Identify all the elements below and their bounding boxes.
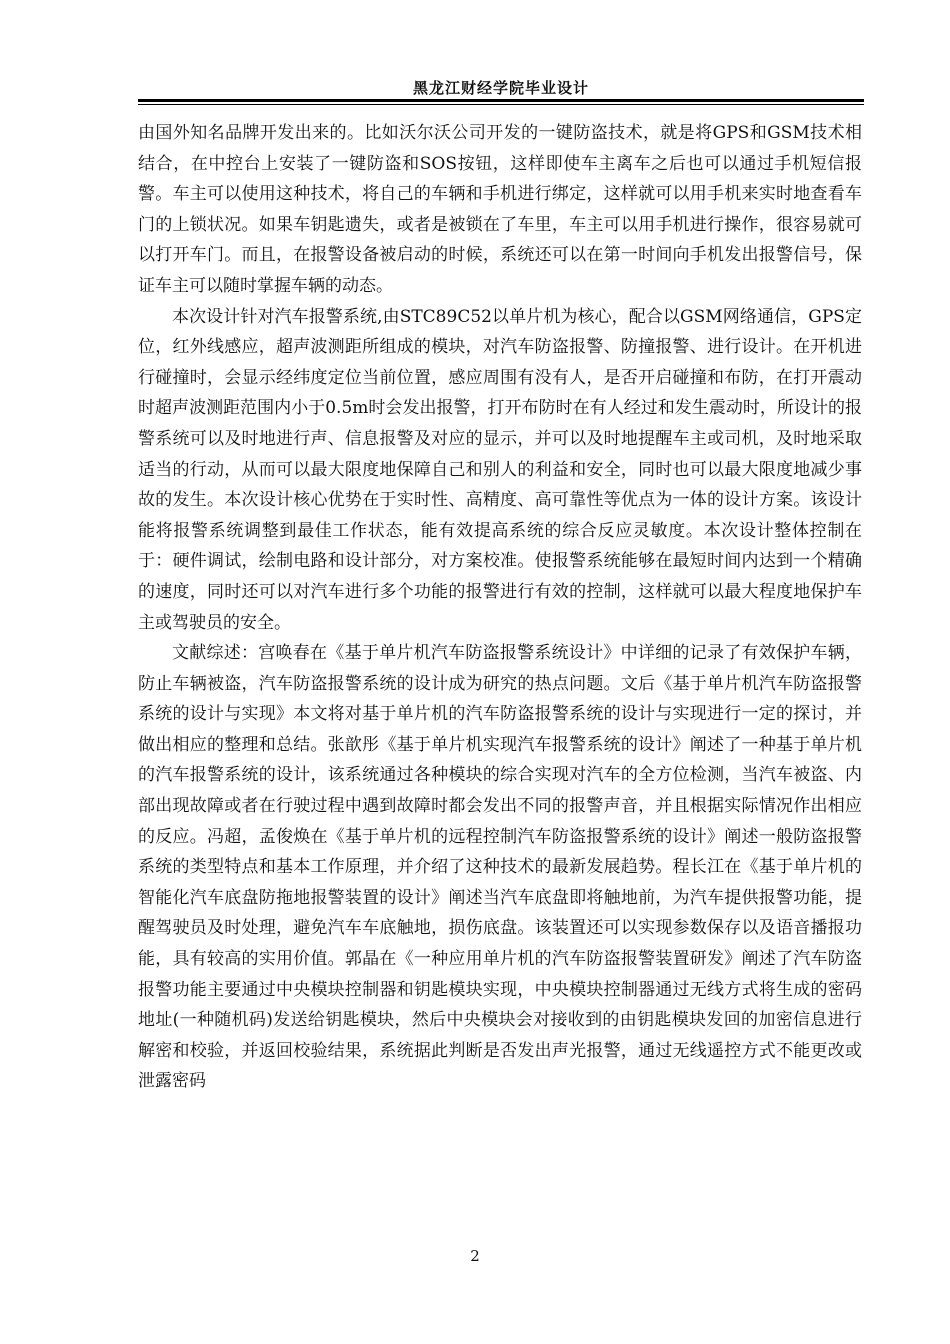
header-rule-thick bbox=[138, 99, 864, 102]
header-rule-thin bbox=[138, 104, 864, 105]
paragraph-2: 本次设计针对汽车报警系统,由STC89C52以单片机为核心，配合以GSM网络通信，GPS定位，红外线感应，超声波测距所组成的模块，对汽车防盗报警、防撞报警、进行设计。在开机进行碰撞时，会显示经纬度定位当前位置，感应周围有没有人，是否开启碰撞和布防，在打开震动时超声波测距范围内小于0.5m时会发出报警，打开布防时在有人经过和发生震动时，所设计的报警系统可以及时地进行声、信息报警及对应的显示，并可以及时地提醒车主或司机，及时地采取适当的行动，从而可以最大限度地保障自己和别人的利益和安全，同时也可以最大限度地减少事故的发生。本次设计核心优势在于实时性、高精度、高可靠性等优点为一体的设计方案。该设计能将报警系统调整到最佳工作状态，能有效提高系统的综合反应灵敏度。本次设计整体控制在于：硬件调试，绘制电路和设计部分，对方案校准。使报警系统能够在最短时间内达到一个精确的速度，同时还可以对汽车进行多个功能的报警进行有效的控制，这样就可以最大程度地保护车主或驾驶员的安全。 bbox=[138, 306, 862, 633]
body-text bbox=[138, 118, 862, 1097]
paragraph-3: 文献综述：宫唤春在《基于单片机汽车防盗报警系统设计》中详细的记录了有效保护车辆，防止车辆被盗，汽车防盗报警系统的设计成为研究的热点问题。文后《基于单片机汽车防盗报警系统的设计与实现》本文将对基于单片机的汽车防盗报警系统的设计与实现进行一定的探讨，并做出相应的整理和总结。张歆彤《基于单片机实现汽车报警系统的设计》阐述了一种基于单片机的汽车报警系统的设计，该系统通过各种模块的综合实现对汽车的全方位检测，当汽车被盗、内部出现故障或者在行驶过程中遇到故障时都会发出不同的报警声音，并且根据实际情况作出相应的反应。冯超，孟俊焕在《基于单片机的远程控制汽车防盗报警系统的设计》阐述一般防盗报警系统的类型特点和基本工作原理，并介绍了这种技术的最新发展趋势。程长江在《基于单片机的智能化汽车底盘防拖地报警装置的设计》阐述当汽车底盘即将触地前，为汽车提供报警功能，提醒驾驶员及时处理，避免汽车车底触地，损伤底盘。该装置还可以实现参数保存以及语音播报功能，具有较高的实用价值。郭晶在《一种应用单片机的汽车防盗报警装置研发》阐述了汽车防盗报警功能主要通过中央模块控制器和钥匙模块实现，中央模块控制器通过无线方式将生成的密码地址(一种随机码)发送给钥匙模块，然后中央模块会对接收到的由钥匙模块发回的加密信息进行解密和校验，并返回校验结果，系统据此判断是否发出声光报警，通过无线遥控方式不能更改或泄露密码 bbox=[138, 643, 862, 1092]
page-number: 2 bbox=[470, 1247, 480, 1265]
page-header-title: 黑龙江财经学院毕业设计 bbox=[412, 79, 589, 97]
paragraph-1: 由国外知名品牌开发出来的。比如沃尔沃公司开发的一键防盗技术，就是将GPS和GSM技术相结合，在中控台上安装了一键防盗和SOS按钮，这样即使车主离车之后也可以通过手机短信报警。车主可以使用这种技术，将自己的车辆和手机进行绑定，这样就可以用手机来实时地查看车门的上锁状况。如果车钥匙遗失，或者是被锁在了车里，车主可以用手机进行操作，很容易就可以打开车门。而且，在报警设备被启动的时候，系统还可以在第一时间向手机发出报警信号，保证车主可以随时掌握车辆的动态。 bbox=[138, 123, 862, 296]
